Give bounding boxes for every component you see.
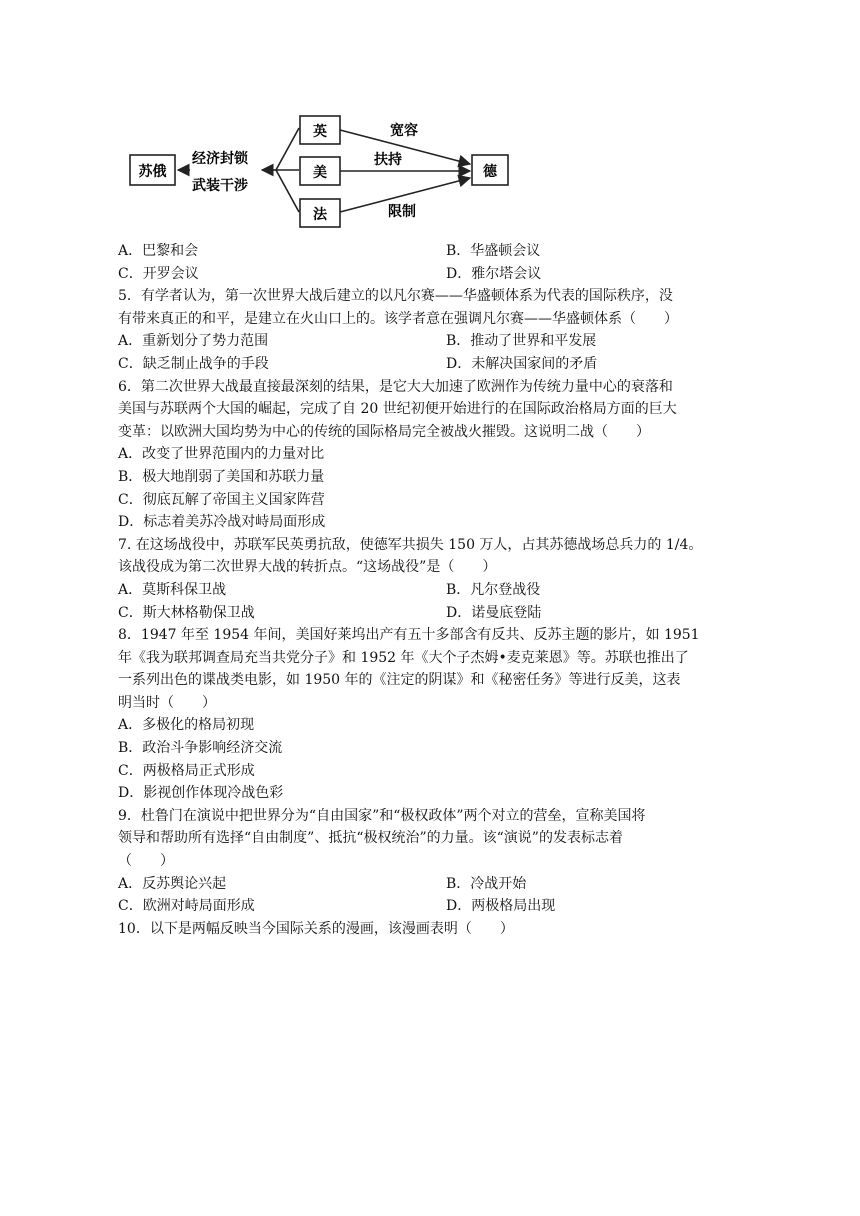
label-economic-blockade: 经济封锁 [192,151,248,167]
q5-option-d[interactable]: D．未解决国家间的矛盾 [446,355,598,372]
q7-option-d[interactable]: D．诺曼底登陆 [446,604,542,621]
q5-option-row-2 [118,353,740,376]
q4-option-c[interactable]: C．开罗会议 [118,265,199,282]
q5-option-a[interactable]: A．重新划分了势力范围 [118,333,269,350]
q9-stem-line: （ ） [118,853,174,870]
box-britain-label: 英 [313,124,327,140]
box-soviet-label: 苏俄 [138,164,167,180]
box-france-label: 法 [313,207,327,223]
q4-option-b[interactable]: B．华盛顿会议 [446,243,541,259]
q6-stem-line: 美国与苏联两个大国的崛起，完成了自 20 世纪初便开始进行的在国际政治格局方面的巨大 [118,401,677,418]
q9-stem [118,805,740,873]
q8-option-a[interactable]: A．多极化的格局初现 [118,717,255,734]
q9-stem-line: 领导和帮助所有选择“自由制度”、抵抗“极权统治”的力量。该“演说”的发表标志着 [118,830,623,847]
q10-stem-line: 10．以下是两幅反映当今国际关系的漫画，该漫画表明（ ） [118,920,514,937]
q5-option-c[interactable]: C．缺乏制止战争的手段 [118,355,269,372]
q9-option-b[interactable]: B．冷战开始 [446,875,527,892]
q7-option-row-2 [118,602,740,625]
q9-option-d[interactable]: D．两极格局出现 [446,898,556,915]
q8-option-c[interactable]: C．两极格局正式形成 [118,762,255,779]
relations-diagram [126,112,512,230]
q7-stem-line: 7. 在这场战役中，苏联军民英勇抗敌，使德军共损失 150 万人，占其苏德战场总兵力的 1/4。 [118,536,703,553]
box-usa-label: 美 [313,165,327,181]
q9-option-c[interactable]: C．欧洲对峙局面形成 [118,898,255,915]
box-germany-label: 德 [483,164,497,180]
q9-option-a[interactable]: A．反苏舆论兴起 [118,875,227,892]
q7-option-a[interactable]: A．莫斯科保卫战 [118,581,227,598]
q6-option-d[interactable]: D．标志着美苏冷战对峙局面形成 [118,514,326,531]
q5-stem [118,285,740,330]
q5-option-row-1 [118,330,740,353]
q10-stem [118,918,740,941]
q8-option-d[interactable]: D．影视创作体现冷战色彩 [118,785,284,802]
q5-stem-line: 有带来真正的和平，是建立在火山口上的。该学者意在强调凡尔赛——华盛顿体系（ ） [118,310,678,327]
q6-option-a[interactable]: A．改变了世界范围内的力量对比 [118,446,325,463]
q7-option-c[interactable]: C．斯大林格勒保卫战 [118,604,255,621]
q6-stem-line: 6．第二次世界大战最直接最深刻的结果，是它大大加速了欧洲作为传统力量中心的衰落和 [118,378,673,395]
q7-option-b[interactable]: B．凡尔登战役 [446,581,541,598]
q4-option-d[interactable]: D．雅尔塔会议 [446,265,542,282]
arrow-label-support: 扶持 [374,152,402,168]
arrow-label-restrict: 限制 [388,204,416,220]
q6-stem-line: 变革：以欧洲大国均势为中心的传统的国际格局完全被战火摧毁。这说明二战（ ） [118,423,650,440]
q4-option-row-2 [118,263,740,286]
q8-stem-line: 年《我为联邦调查局充当共党分子》和 1952 年《大个子杰姆•麦克莱恩》等。苏联也推出了 [118,649,689,666]
q7-stem [118,534,740,579]
q4-option-a[interactable]: A．巴黎和会 [118,243,199,259]
q8-stem-line: 8．1947 年至 1954 年间，美国好莱坞出产有五十多部含有反共、反苏主题的影片，如 1951 [118,627,700,644]
q9-option-row-2 [118,895,740,918]
q6-option-c[interactable]: C．彻底瓦解了帝国主义国家阵营 [118,491,325,508]
q6-option-b[interactable]: B．极大地削弱了美国和苏联力量 [118,468,325,485]
question-content [118,240,740,940]
q5-stem-line: 5．有学者认为，第一次世界大战后建立的以凡尔赛——华盛顿体系为代表的国际秩序，没 [118,288,673,305]
q8-stem-line: 明当时（ ） [118,694,216,711]
q8-stem [118,624,740,714]
q4-option-row-1 [118,240,740,263]
arrow-label-tolerance: 宽容 [390,123,418,139]
label-armed-intervention: 武装干涉 [192,178,248,194]
q7-stem-line: 该战役成为第二次世界大战的转折点。“这场战役”是（ ） [118,559,497,576]
q7-option-row-1 [118,579,740,602]
q9-stem-line: 9．杜鲁门在演说中把世界分为“自由国家”和“极权政体”两个对立的营垒，宣称美国将 [118,807,646,824]
q5-option-b[interactable]: B．推动了世界和平发展 [446,333,597,350]
q8-option-b[interactable]: B．政治斗争影响经济交流 [118,740,283,757]
q6-stem [118,376,740,444]
q8-stem-line: 一系列出色的谍战类电影，如 1950 年的《注定的阴谋》和《秘密任务》等进行反美，这表 [118,672,681,689]
q9-option-row-1 [118,873,740,896]
